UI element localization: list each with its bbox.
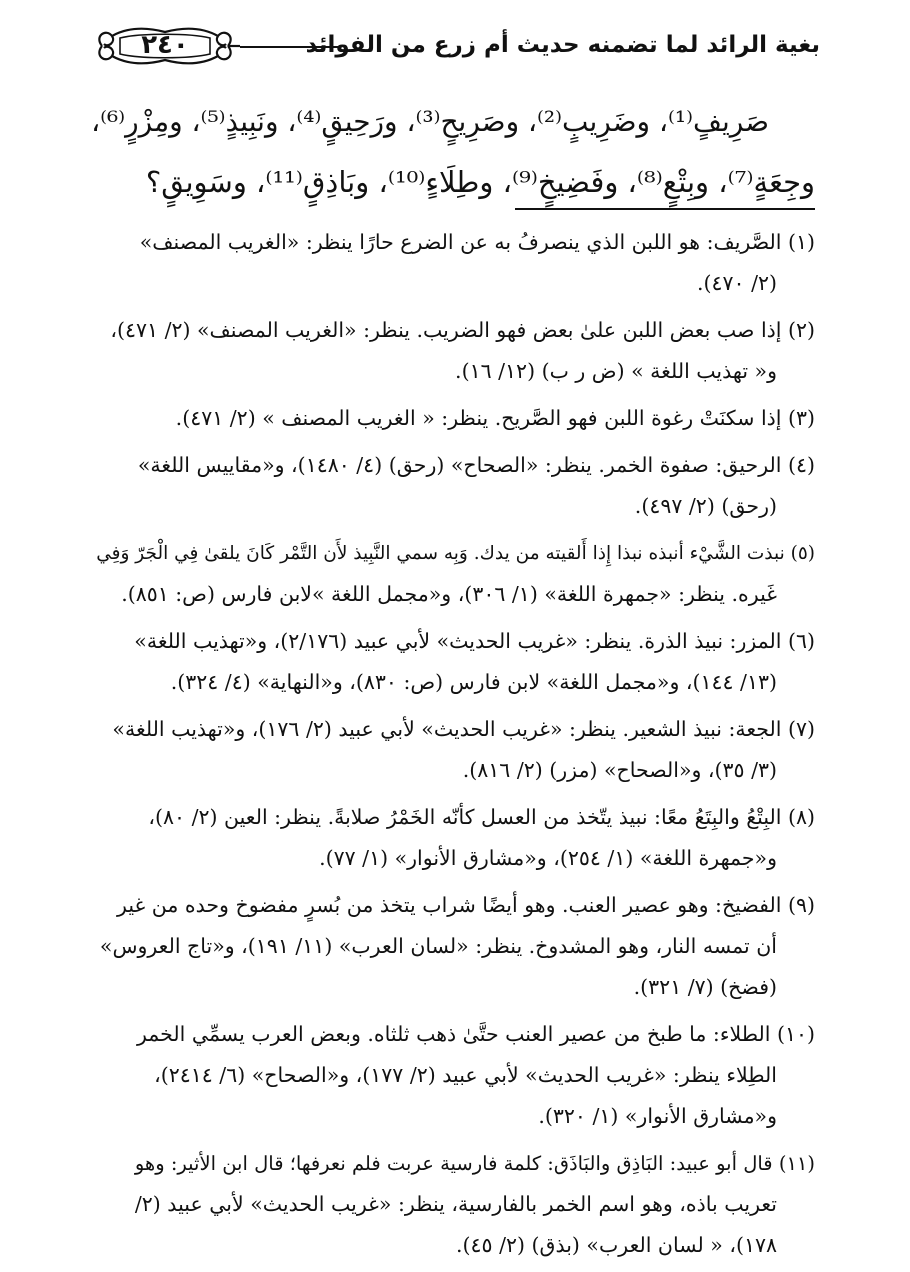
footnote-6: [85, 621, 815, 703]
footnote-10: [85, 1014, 815, 1137]
footnote-4: [85, 445, 815, 527]
footnote-line: (١٠) الطلاء: ما طبخ من عصير العنب حتَّىٰ ذهب ثلثاه. وبعض العرب يسمِّي الخمر: [137, 1022, 815, 1046]
footnote-3: [85, 398, 815, 439]
footnote-line: (فضخ) (٧/ ٣٢١).: [633, 975, 777, 999]
footnote-line: الطِلاء ينظر: «غريب الحديث» لأبي عبيد (٢/ ١٧٧)، و«الصحاح» (٦/ ٢٤١٤)،: [154, 1063, 777, 1087]
footnote-line: (٣) إذا سكنَتْ رغوة اللبن فهو الصَّريح. ينظر: « الغريب المصنف » (٢/ ٤٧١).: [175, 406, 815, 430]
footnote-line: (٧) الجعة: نبيذ الشعير. ينظر: «غريب الحديث» لأبي عبيد (٢/ ١٧٦)، و«تهذيب اللغة»: [112, 717, 815, 741]
footnote-line: غَيره. ينظر: «جمهرة اللغة» (١/ ٣٠٦)، و«مجمل اللغة »لابن فارس (ص: ٨٥١).: [121, 582, 777, 606]
footnote-7: [85, 709, 815, 791]
main-text: [85, 92, 815, 212]
footnote-line: (١) الصَّريف: هو اللبن الذي ينصرفُ به عن الضرع حارًا ينظر: «الغريب المصنف»: [139, 230, 815, 254]
footnote-line: أن تمسه النار، وهو المشدوخ. ينظر: «لسان العرب» (١١/ ١٩١)، و«تاج العروس»: [99, 934, 777, 958]
footnote-line: (٣/ ٣٥)، و«الصحاح» (مزر) (٢/ ٨١٦).: [462, 758, 777, 782]
footnotes: [85, 222, 815, 1272]
footnote-line: ١٧٨)، « لسان العرب» (بذق) (٢/ ٤٥).: [456, 1233, 777, 1257]
footnote-line: (رحق) (٢/ ٤٩٧).: [634, 494, 777, 518]
footnote-line: (١١) قال أبو عبيد: البَاذِق والبَاذَق: كلمة فارسية عربت فلم نعرفها؛ قال ابن الأثير: وهو: [134, 1152, 815, 1175]
footnote-line: (٨) البِتْعُ والبِتَعُ معًا: نبيذ يتّخذ من العسل كأنّه الخَمْرُ صلابةً. ينظر: العين (٢/ ٨٠)،: [148, 805, 815, 829]
footnote-line: (٩) الفضيخ: وهو عصير العنب. وهو أيضًا شراب يتخذ من بُسرٍ مفضوخ وحده من غير: [117, 893, 815, 917]
main-text-line: وجِعَةٍ⁽⁷⁾، وبِتْعٍ⁽⁸⁾، وفَضِيخٍ⁽⁹⁾، وطِلَاءٍ⁽¹⁰⁾، وبَاذِقٍ⁽¹¹⁾، وسَوِيقٍ؟: [145, 165, 815, 199]
running-title: بغية الرائد لما تضمنه حديث أم زرع من الفوائد: [305, 32, 820, 58]
page-number: ٢٤٠: [141, 30, 189, 60]
footnote-11: [85, 1143, 815, 1266]
footnote-line: (١٣/ ١٤٤)، و«مجمل اللغة» لابن فارس (ص: ٨٣٠)، و«النهاية» (٤/ ٣٢٤).: [170, 670, 777, 694]
footnote-5: [85, 533, 815, 615]
page-header: [90, 18, 820, 74]
footnote-separator: [515, 208, 815, 210]
footnote-line: (٤) الرحيق: صفوة الخمر. ينظر: «الصحاح» (رحق) (٤/ ١٤٨٠)، و«مقاييس اللغة»: [137, 453, 815, 477]
footnote-line: (٢) إذا صب بعض اللبن علىٰ بعض فهو الضريب. ينظر: «الغريب المصنف» (٢/ ٤٧١)،: [110, 318, 815, 342]
footnote-line: (٥) نبذت الشَّيْء أنبذه نبذا إِذا أَلقيته من يدك. وَبِه سمي النَّبِيذ لأَن التَّمْر كَانَ يلقىٰ فِي الْجَرّ وَفِي: [96, 543, 815, 564]
footnote-line: (٢/ ٤٧٠).: [696, 271, 777, 295]
footnote-8: [85, 797, 815, 879]
main-text-line: صَرِيفٍ⁽¹⁾، وضَرِيبٍ⁽²⁾، وصَرِيحٍ⁽³⁾، ورَحِيقٍ⁽⁴⁾، ونَبِيذٍ⁽⁵⁾، ومِزْرٍ⁽⁶⁾،: [91, 105, 769, 138]
footnote-line: تعريب باذه، وهو اسم الخمر بالفارسية، ينظر: «غريب الحديث» لأبي عبيد (٢/: [134, 1192, 777, 1216]
footnote-9: [85, 885, 815, 1008]
footnote-line: و«مشارق الأنوار» (١/ ٣٢٠).: [538, 1104, 777, 1128]
footnote-2: [85, 310, 815, 392]
footnote-1: [85, 222, 815, 304]
footnote-line: (٦) المزر: نبيذ الذرة. ينظر: «غريب الحديث» لأبي عبيد (٢/١٧٦)، و«تهذيب اللغة»: [134, 629, 815, 653]
footnote-line: و«جمهرة اللغة» (١/ ٢٥٤)، و«مشارق الأنوار» (١/ ٧٧).: [319, 846, 777, 870]
footnote-line: و« تهذيب اللغة » (ض ر ب) (١٢/ ١٦).: [455, 359, 777, 383]
